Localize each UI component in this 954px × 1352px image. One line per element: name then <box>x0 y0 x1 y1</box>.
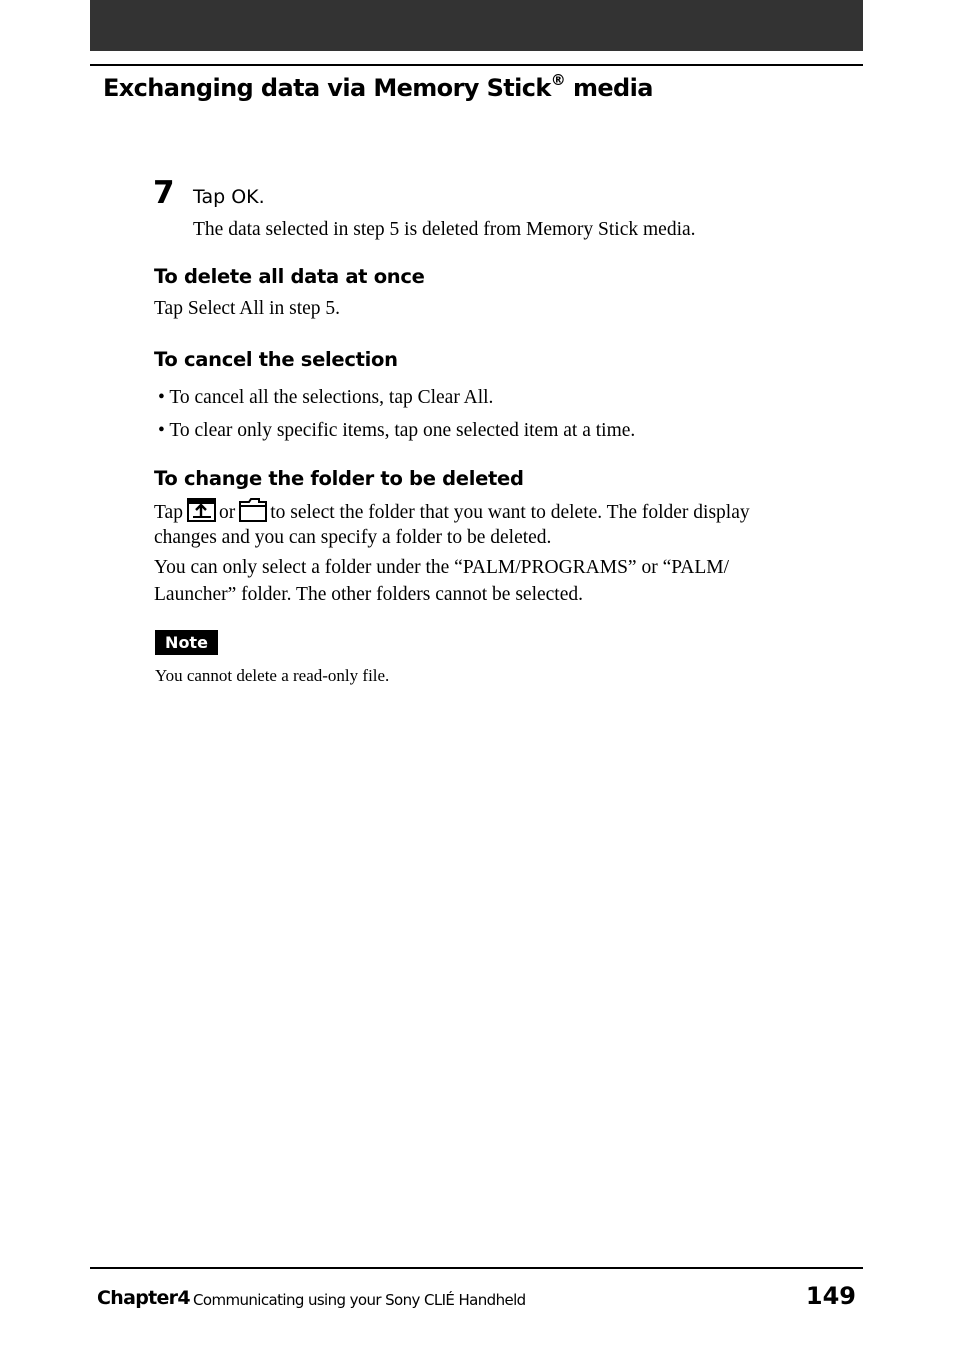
note-text: You cannot delete a read-only file. <box>155 666 390 685</box>
top-bar <box>90 0 863 51</box>
change-folder-line-3: You can only select a folder under the “PALM/PROGRAMS” or “PALM/ <box>154 557 730 578</box>
tap-word: Tap <box>154 502 183 523</box>
step-result: The data selected in step 5 is deleted from Memory Stick media. <box>193 219 696 240</box>
change-folder-line-4: Launcher” folder. The other folders cannot be selected. <box>154 584 583 605</box>
change-folder-line-1-rest: to select the folder that you want to delete. The folder display <box>270 502 750 523</box>
change-folder-line-2: changes and you can specify a folder to be deleted. <box>154 527 552 548</box>
footer-description: Communicating using your Sony CLIÉ Handheld <box>193 1291 526 1309</box>
cancel-bullet-1: • To cancel all the selections, tap Clear All. <box>158 387 494 408</box>
folder-icon <box>239 498 267 528</box>
or-word: or <box>218 502 236 523</box>
step-instruction: Tap OK. <box>193 186 265 208</box>
change-folder-line-1 <box>154 498 750 528</box>
section-title-suffix: media <box>565 74 653 102</box>
footer-chapter: Chapter4 <box>97 1287 190 1309</box>
section-title <box>103 71 653 102</box>
step-number: 7 <box>153 175 175 211</box>
cancel-selection-heading: To cancel the selection <box>154 348 398 371</box>
footer-rule <box>90 1267 863 1269</box>
cancel-bullet-2: • To clear only specific items, tap one selected item at a time. <box>158 420 636 441</box>
header-rule <box>90 64 863 66</box>
delete-all-text: Tap Select All in step 5. <box>154 298 341 319</box>
folder-up-icon <box>187 498 216 528</box>
section-title-main: Exchanging data via Memory Stick <box>103 74 551 102</box>
registered-mark: ® <box>550 71 566 89</box>
page-number: 149 <box>805 1282 856 1310</box>
change-folder-heading: To change the folder to be deleted <box>154 467 524 490</box>
note-badge: Note <box>155 630 218 655</box>
delete-all-heading: To delete all data at once <box>154 265 425 288</box>
